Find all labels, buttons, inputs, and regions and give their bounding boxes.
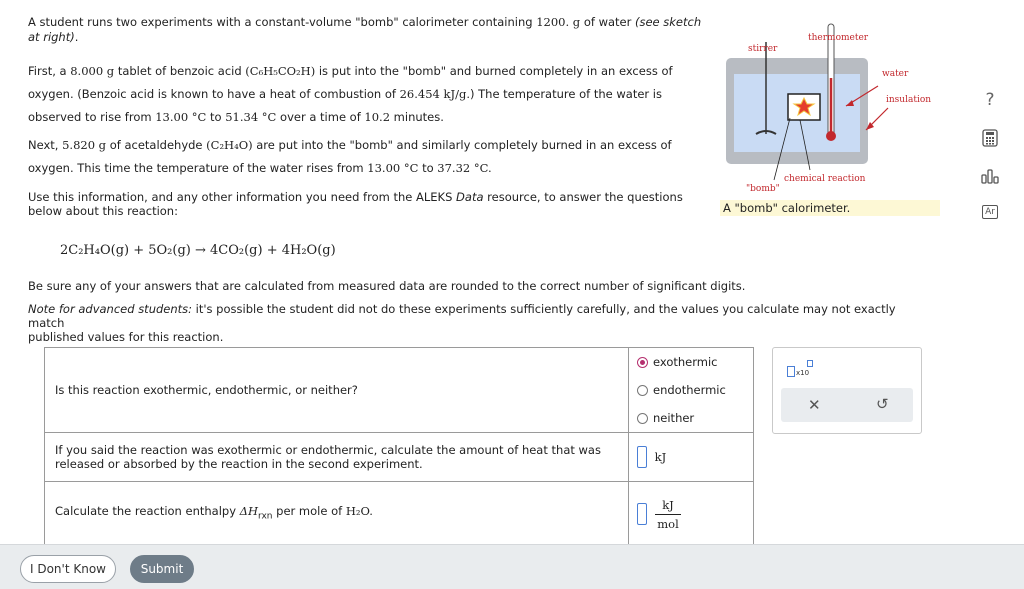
question-3-text: Calculate the reaction enthalpy $\Delta H_{rxn}$ per mole of H₂O.	[45, 482, 629, 547]
question-row-2	[45, 433, 754, 482]
question-2-text: If you said the reaction was exothermic or endothermic, calculate the amount of heat that was released or absorbed by the reaction in the second experiment.	[45, 433, 629, 482]
question-1-options	[629, 348, 754, 433]
tool-actions-bar	[781, 388, 913, 422]
thermometer-bulb	[826, 131, 836, 141]
sketch-caption-bar	[720, 200, 940, 216]
water-label: water	[882, 69, 909, 79]
heat-unit: kJ	[654, 449, 667, 464]
sketch-caption: A "bomb" calorimeter.	[723, 201, 851, 215]
question-row-3	[45, 482, 754, 547]
calculator-icon[interactable]	[980, 128, 1000, 148]
question-2-answer	[629, 433, 754, 482]
exponent-template-button[interactable]: x10	[787, 360, 815, 380]
bomb-label: "bomb"	[746, 184, 780, 194]
help-icon[interactable]: ?	[985, 90, 995, 110]
option-exothermic[interactable]: exothermic	[637, 348, 745, 376]
thermometer-label: thermometer	[808, 33, 869, 43]
reaction-equation: 2C₂H₄O(g) + 5O₂(g) → 4CO₂(g) + 4H₂O(g)	[60, 243, 336, 258]
dont-know-button[interactable]: I Don't Know	[20, 555, 116, 583]
instructions-text: Use this information, and any other information you need from the ALEKS Data resource, to answer the questions below about this reaction:	[28, 190, 683, 218]
question-3-answer	[629, 482, 754, 547]
question-row-1	[45, 348, 754, 433]
radio-endothermic[interactable]	[637, 385, 648, 396]
radio-neither[interactable]	[637, 413, 648, 424]
question-table	[44, 347, 754, 547]
enthalpy-input[interactable]	[637, 503, 647, 525]
experiment-1-text: First, a 8.000 g tablet of benzoic acid (C₆H₅CO₂H) is put into the "bomb" and burned completely in an excess of oxygen. (Benzoic acid is known to have a heat of combustion of 26.454 kJ/g.) The temperature of the water is observed to rise from 13.00 °C to 51.34 °C over a time of 10.2 minutes.	[28, 64, 673, 124]
option-endothermic[interactable]: endothermic	[637, 376, 745, 404]
answer-tool-panel	[772, 347, 922, 434]
sigfig-note: Be sure any of your answers that are calculated from measured data are rounded to the correct number of significant digits.	[28, 279, 746, 293]
data-chart-icon[interactable]	[980, 166, 1000, 186]
question-1-text: Is this reaction exothermic, endothermic, or neither?	[45, 348, 629, 433]
advanced-note: Note for advanced students: it's possible the student did not do these experiments sufficiently carefully, and the values you calculate may not exactly match published values for this reaction.	[28, 302, 896, 344]
undo-icon[interactable]: ↺	[876, 395, 889, 413]
problem-intro: A student runs two experiments with a constant-volume "bomb" calorimeter containing 1200. g of water (see sketch at right).	[28, 15, 702, 44]
chemical-reaction-label: chemical reaction	[784, 174, 866, 184]
periodic-table-icon[interactable]: Ar	[980, 202, 1000, 222]
submit-button[interactable]: Submit	[130, 555, 194, 583]
radio-exothermic[interactable]	[637, 357, 648, 368]
option-neither[interactable]: neither	[637, 404, 745, 432]
heat-input[interactable]	[637, 446, 647, 468]
footer-bar	[0, 544, 1024, 589]
enthalpy-unit-fraction: kJ mol	[655, 498, 681, 531]
close-icon[interactable]: ✕	[808, 396, 821, 414]
insulation-label: insulation	[886, 95, 932, 105]
experiment-2-text: Next, 5.820 g of acetaldehyde (C₂H₄O) are put into the "bomb" and similarly completely burned in an excess of oxygen. This time the temperature of the water rises from 13.00 °C to 37.32 °C.	[28, 138, 672, 175]
calorimeter-sketch	[720, 18, 950, 203]
stirrer-label: stirrer	[748, 44, 778, 54]
